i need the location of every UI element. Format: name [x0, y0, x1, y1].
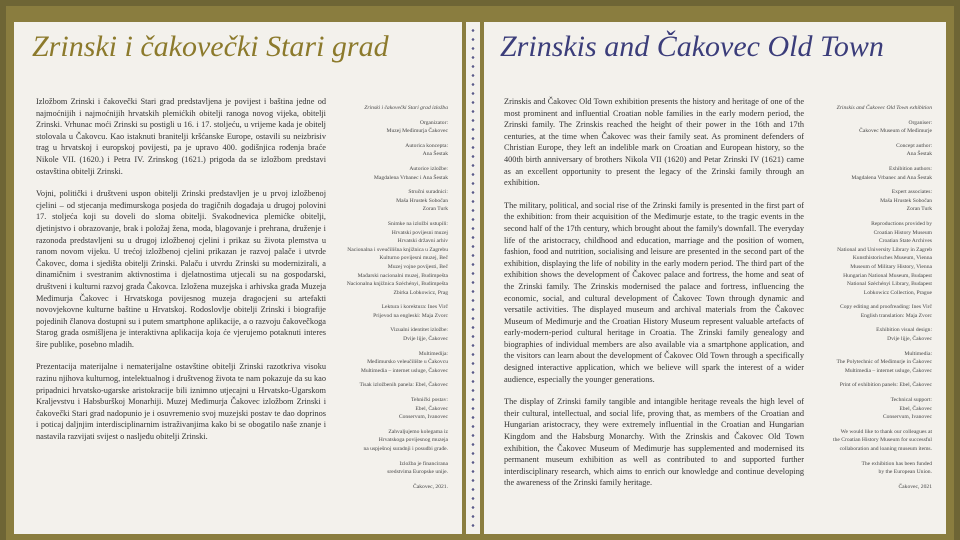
credit-line: Multimedija:	[418, 350, 448, 357]
credit-line: Expert associates:	[891, 189, 932, 196]
credit-line: Reproductions provided by	[871, 220, 932, 227]
credit-line: Hrvatskoga povijesnog muzeja	[378, 437, 448, 444]
credit-line: Ebel, Čakovec	[415, 405, 448, 412]
credit-line: Technical support:	[890, 397, 932, 404]
credit-line: Croatian History Museum	[873, 229, 932, 236]
credit-line: Muzej Međimurja Čakovec	[386, 128, 448, 135]
credit-line: Kulturno povijesni muzej, Beč	[379, 255, 448, 262]
credit-line: Ana Šestak	[906, 151, 932, 158]
credit-line: Copy editing and proofreading: Ines Virč	[840, 304, 932, 311]
credit-line: Mađarski nacionalni muzej, Budimpešta	[357, 272, 448, 279]
credit-line: National Széchényi Library, Budapest	[846, 281, 932, 288]
credit-line: Print of exhibition panels: Ebel, Čakovec	[839, 382, 932, 389]
credit-line: Čakovec, 2021.	[413, 483, 448, 490]
credit-line: Conservum, Ivanovec	[882, 414, 932, 421]
croatian-credits	[336, 104, 448, 491]
credit-line: Zahvaljujemo kolegama iz	[388, 428, 448, 435]
credit-line: Lektura i korektura: Ines Virč	[381, 304, 448, 311]
credit-line: Dvije lijje, Čakovec	[887, 336, 932, 343]
credit-line: Čakovec, 2021	[898, 483, 932, 490]
divider-ornament-icon	[470, 26, 476, 530]
credit-line: Organizator:	[419, 119, 448, 126]
credit-line: Exhibition visual design:	[876, 327, 932, 334]
credit-line: the Croatian History Museum for successful	[833, 437, 932, 444]
credit-line: Maša Hrustek Sobočan	[396, 197, 448, 204]
credit-line: Snimke na izložbi ustupili:	[387, 220, 448, 227]
credit-line: Magdalena Vrbanec i Ana Šestak	[373, 174, 448, 181]
credit-line: Ana Šestak	[422, 151, 448, 158]
croatian-title: Zrinski i čakovečki Stari grad	[32, 30, 389, 63]
credit-line: National and University Library in Zagreb	[837, 246, 932, 253]
credit-line: Ebel, Čakovec	[899, 405, 932, 412]
credit-line: The exhibition has been funded	[861, 460, 932, 467]
credit-line: The Polytechnic of Međimurje in Čakovec	[836, 359, 932, 366]
credit-line: Magdalena Vrbanec and Ana Šestak	[851, 174, 932, 181]
credit-line: Multimedia – internet usluge, Čakovec	[844, 367, 932, 374]
credit-line: Museum of Military History, Vienna	[850, 263, 932, 270]
english-text	[504, 96, 804, 500]
croatian-paragraph-3: Prezentacija materijalne i nematerijalne ostavštine obitelji Zrinski razotkriva visoku razinu njihova kulturnog, intelektualnog i društvenog života te nam pokazuje da su kao pripadnici hrvatsko-ugarske aristokracije bili iznimno utjecajni u Hrvatsko-Ugarskom Kraljevstvu i Habsburškoj Monarhiji. Muzej Međimurja Čakovec izložbom Zrinski i čakovečki Stari grad nadopunio je i osuvremenio svoj muzejski postav te dao doprinos i poticaj daljnjim interdisciplinarnim istraživanjima kako bi se obogatilo naše znanje i nastavila razvijati svijest o nasljeđu obitelji Zrinski.	[36, 362, 326, 442]
credit-line: Međimursko veleučilište u Čakovcu	[367, 359, 448, 366]
credit-line: Prijevod na engleski: Maja Zvorc	[373, 312, 448, 319]
credit-line: na uspješnoj suradnji i posudbi građe.	[363, 446, 448, 452]
credit-line: Multimedia:	[904, 350, 932, 357]
credit-line: Tehnički postav:	[410, 397, 448, 404]
credit-line: Exhibition authors:	[888, 165, 932, 172]
credit-line: Concept author:	[896, 142, 932, 149]
english-panel	[484, 22, 946, 534]
credit-line: Vizualni identitet izložbe:	[390, 327, 448, 334]
credit-line: Izložba je financirana	[399, 460, 448, 467]
credit-line: Zoran Turk	[906, 206, 932, 213]
credit-line: Autorica koncepta:	[405, 142, 448, 149]
credit-line: Organiser:	[908, 119, 932, 126]
croatian-panel	[14, 22, 462, 534]
english-paragraph-2: The military, political, and social rise of the Zrinski family is presented in the first part of the exhibition: from their acquisition of the Međimurje estate, to the tragic events in the second half of the 17th century, which brought about the family's downfall. The everyday life of the aristocracy, childhood and education, marriage and the position of women, fashion, food and nutrition, socialising and leisure are presented in the second part of the exhibition, displaying the life of nobility in the early modern period. The third part of the exhibition shows the development of Čakovec palace and fortress, the home and seat of the Zrinski family. The Zrinskis modernised the palace and fortress, influencing the economic, social, and cultural development of Čakovec Town through dynamic and versatile activities. The displayed museum and archival materials from the Čakovec Museum of Međimurje and the Croatian History Museum represent valuable artefacts of early-modern-period cultural heritage in Croatia. The Zrinski family genealogy and biographies of individual members are also available via a smartphone application, and the visitors can learn about the development of Čakovec Old Town through a specifically designed interactive application, which we believe will spark the interest of a wider audience, especially the younger generations.	[504, 200, 804, 384]
credit-line: Zrinskis and Čakovec Old Town exhibition	[836, 105, 932, 111]
credit-line: Dvije lijje, Čakovec	[403, 336, 448, 343]
credit-line: collaboration and loaning museum items.	[839, 446, 932, 452]
credit-line: Multimedia – internet usluge, Čakovec	[360, 367, 448, 374]
credit-line: Kunsthistorisches Museum, Vienna	[852, 255, 932, 262]
croatian-text	[36, 96, 326, 454]
credit-line: Stručni suradnici:	[408, 189, 448, 196]
decorative-divider	[466, 22, 480, 534]
credit-line: Hrvatski povijesni muzej	[391, 229, 448, 236]
croatian-paragraph-1: Izložbom Zrinski i čakovečki Stari grad predstavljena je povijest i baština jedne od najmoćnijih i najmoćnijih hrvatskih plemićkih obitelji ranoga novog vijeka, obitelji Zrinski. Vrhunac moći Zrinski su postigli u 16. i 17. stoljeću, u vrijeme kada je obitelj stolovala u Čakovcu. Kao istaknuti branitelji kršćanske Europe, ostavili su neizbrisiv trag u hrvatskoj i europskoj povijesti, pa je upravo 400. godišnjica rođenja braće Nikole VII. (1620.) i Petra IV. Zrinskog (1621.) prigoda da se izložbom predstavi ostavština obitelji Zrinski.	[36, 97, 326, 176]
credit-line: Zoran Turk	[422, 206, 448, 213]
credit-line: Hrvatski državni arhiv	[397, 238, 448, 245]
credit-line: Zrinski i čakovečki Stari grad izložba	[364, 105, 448, 111]
credit-line: sredstvima Europske unije.	[387, 469, 448, 476]
credit-line: Autorice izložbe:	[409, 165, 448, 172]
credit-line: We would like to thank our colleagues at	[840, 428, 932, 435]
english-paragraph-1: Zrinskis and Čakovec Old Town exhibition presents the history and heritage of one of the most prominent and influential Croatian noble families in the early modern period, the Zrinski family. The Zrinskis reached the height of their power in the 16th and 17th centuries, at the time when Čakovec was their family seat. As prominent defenders of Christian Europe, they left an indelible mark on Croatian and European history, so the 400th birth anniversary of brothers Nikola VII (1620) and Petar Zrinski IV (1621) came as an excellent opportunity to present the legacy of the Zrinski family through an exhibition.	[504, 97, 804, 188]
credit-line: Čakovec Museum of Međimurje	[859, 128, 932, 135]
credit-line: Maša Hrustek Sobočan	[880, 197, 932, 204]
credit-line: Nacionalna knjižnica Széchényi, Budimpešta	[346, 281, 448, 288]
credit-line: Zbirka Lobkowicz, Prag	[393, 289, 448, 296]
credit-line: English translation: Maja Zvorc	[860, 312, 932, 319]
credit-line: Tisak izložbenih panela: Ebel, Čakovec	[359, 382, 448, 389]
english-credits	[812, 104, 932, 491]
english-title: Zrinskis and Čakovec Old Town	[500, 30, 884, 63]
credit-line: Lobkowicz Collection, Prague	[863, 289, 932, 296]
credit-line: Muzej vojne povijesti, Beč	[387, 263, 448, 270]
english-paragraph-3: The display of Zrinski family tangible and intangible heritage reveals the high level of their cultural, intellectual, and social life, proving that, as members of the Croatian and Hungarian aristocracy, they were extremely influential in the Croatian and Hungarian Kingdom and the Habsburg Monarchy. With the Zrinskis and Čakovec Old Town exhibition, the Čakovec Museum of Međimurje has supplemented and modernised its permanent museum exhibition as well as contributed to and supported further interdisciplinary research, which aims to enrich our knowledge and continue developing the awareness of the Zrinski family heritage.	[504, 397, 804, 488]
credit-line: Hungarian National Museum, Budapest	[843, 272, 932, 279]
croatian-paragraph-2: Vojni, politički i društveni uspon obitelji Zrinski predstavljen je u prvoj izložbenoj cjelini – od stjecanja međimurskoga posjeda do tragičnih događaja u drugoj polovini 17. stoljeća koji su doveli do sloma obitelji. Svakodnevica plemićke obitelji, djetinjstvo i obrazovanje, brak i položaj žena, moda, blagovanje i prehrana, druženje i razonoda predstavljeni su u drugoj izložbenoj cjelini i prikaz su života plemstva u ranom novom vijeku. U trećoj izložbenoj cjelini prikazan je razvoj palače i utvrde Čakovec, doma i sjedišta obitelji Zrinski. Palaču i utvrdu Zrinski su modernizirali, a dinamičnim i svestranim aktivnostima i djelatnostima utjecali su na gospodarski, društveni i kulturni razvoj grada Čakovca. Izložena muzejska i arhivska građa Muzeja Međimurja Čakovec i Hrvatskoga povijesnog muzeja dragocjeni su artefakti novovjekovne kulturne baštine u Hrvatskoj. Rodoslovlje obitelji Zrinski i biografije pojedinih članova dostupni su i putem smartphone aplikacije, a o razvoju čakovečkoga Starog grada osmišljena je interaktivna aplikacija koja će vjerujemo potaknuti interes šire publike, posebno mladih.	[36, 189, 326, 349]
credit-line: Conservum, Ivanovec	[398, 414, 448, 421]
credit-line: Nacionalna i sveučilišna knjižnica u Zagrebu	[347, 246, 448, 253]
credit-line: Croatian State Archives	[878, 238, 932, 245]
credit-line: by the European Union.	[878, 469, 932, 476]
